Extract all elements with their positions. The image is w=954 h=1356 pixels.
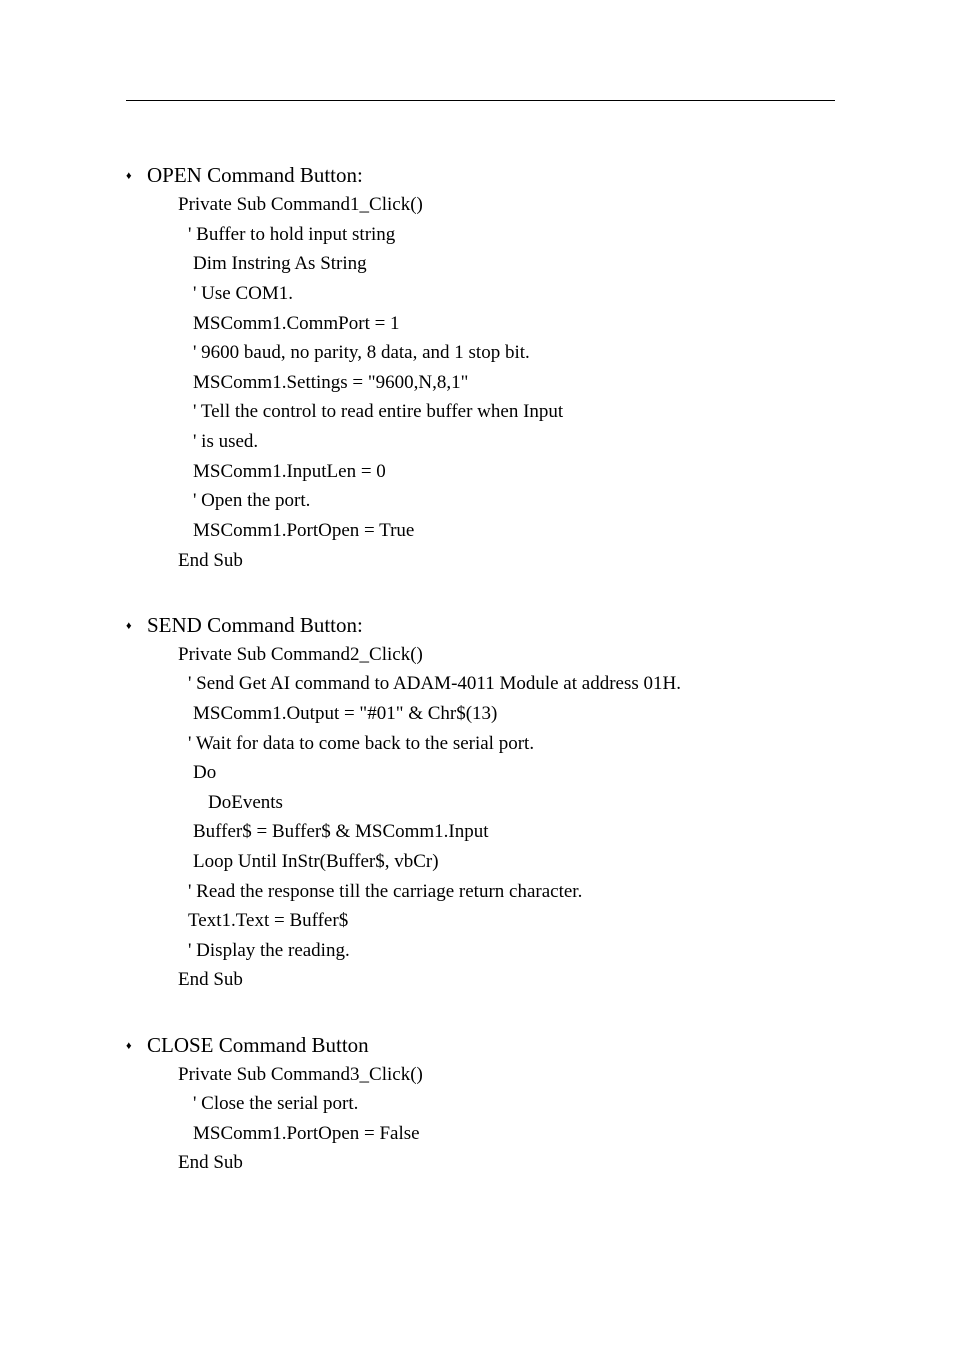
section-heading [126, 610, 363, 640]
code-line: Private Sub Command2_Click() [178, 644, 423, 665]
code-line: ' Send Get AI command to ADAM-4011 Module at address 01H. [188, 673, 681, 694]
code-line: ' Read the response till the carriage return character. [188, 881, 583, 902]
code-line: ' is used. [193, 431, 259, 452]
code-line: Dim Instring As String [193, 253, 367, 274]
diamond-bullet-icon: ♦ [126, 170, 132, 182]
code-line: Private Sub Command3_Click() [178, 1064, 423, 1085]
code-line: MSComm1.Settings = "9600,N,8,1" [193, 372, 469, 393]
code-line: End Sub [178, 550, 243, 571]
section-heading-text: SEND Command Button: [147, 613, 363, 637]
code-line: End Sub [178, 969, 243, 990]
code-line: MSComm1.Output = "#01" & Chr$(13) [193, 703, 498, 724]
header-rule [126, 100, 835, 101]
section-heading [126, 1030, 369, 1060]
code-line: ' Tell the control to read entire buffer when Input [193, 401, 564, 422]
code-line: MSComm1.InputLen = 0 [193, 461, 386, 482]
code-line: Buffer$ = Buffer$ & MSComm1.Input [193, 821, 489, 842]
code-line: Loop Until InStr(Buffer$, vbCr) [193, 851, 439, 872]
code-line: ' Buffer to hold input string [188, 224, 396, 245]
diamond-bullet-icon: ♦ [126, 620, 132, 632]
code-line: End Sub [178, 1152, 243, 1173]
diamond-bullet-icon: ♦ [126, 1040, 132, 1052]
section-heading-text: OPEN Command Button: [147, 163, 363, 187]
code-line: Do [193, 762, 217, 783]
code-line: ' Open the port. [193, 490, 311, 511]
code-line: Text1.Text = Buffer$ [188, 910, 349, 931]
code-line: MSComm1.CommPort = 1 [193, 313, 400, 334]
code-line: Private Sub Command1_Click() [178, 194, 423, 215]
code-line: MSComm1.PortOpen = False [193, 1123, 420, 1144]
code-line: ' Display the reading. [188, 940, 350, 961]
code-line: ' Use COM1. [193, 283, 294, 304]
code-line: MSComm1.PortOpen = True [193, 520, 415, 541]
section-heading-text: CLOSE Command Button [147, 1033, 369, 1057]
code-line: DoEvents [208, 792, 283, 813]
section-heading [126, 160, 363, 190]
code-line: ' 9600 baud, no parity, 8 data, and 1 stop bit. [193, 342, 530, 363]
code-line: ' Close the serial port. [193, 1093, 359, 1114]
code-line: ' Wait for data to come back to the serial port. [188, 733, 535, 754]
